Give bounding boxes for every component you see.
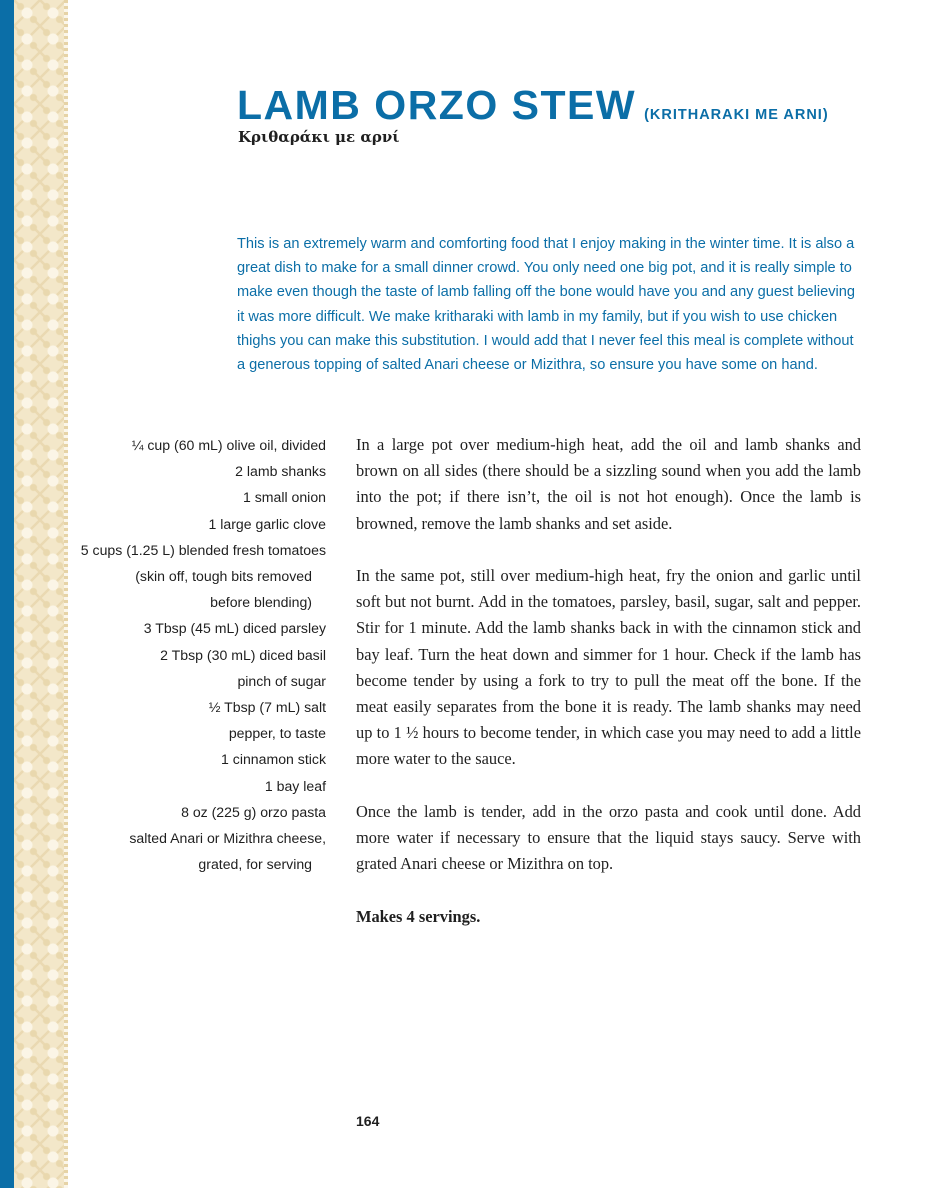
ingredient-item: (skin off, tough bits removed <box>135 568 312 585</box>
recipe-title <box>237 82 877 129</box>
ingredient-item: 5 cups (1.25 L) blended fresh tomatoes <box>80 541 326 558</box>
left-border-lace-edge <box>64 0 68 1188</box>
method-step: Once the lamb is tender, add in the orzo pasta and cook until done. Add more water if necessary to ensure that the liquid stays saucy. Serve with grated Anari cheese or Mizithra on top. <box>356 801 861 874</box>
ingredient-item: 2 Tbsp (30 mL) diced basil <box>160 646 326 663</box>
ingredient-item: pepper, to taste <box>228 725 326 742</box>
recipe-title-subtitle: (KRITHARAKI ME ARNI) <box>644 107 829 123</box>
page-number: 164 <box>356 1113 380 1129</box>
ingredient-item: 3 Tbsp (45 mL) diced parsley <box>143 620 326 637</box>
left-border-blue-stripe <box>0 0 14 1188</box>
ingredient-item: 2 lamb shanks <box>235 463 326 480</box>
ingredient-item: 1 large garlic clove <box>208 515 326 532</box>
intro-paragraph: This is an extremely warm and comforting food that I enjoy making in the winter time. It is also a great dish to make for a small dinner crowd. You only need one big pot, and it is really simple to make even though the taste of lamb falling off the bone would have you and any guest believing it was more difficult. We make kritharaki with lamb in my family, but if you wish to use chicken thighs you can make this substitution. I would add that I never feel this meal is complete without a generous topping of salted Anari cheese or Mizithra, so ensure you have some on hand. <box>237 236 855 374</box>
recipe-yield: Makes 4 servings. <box>356 906 481 926</box>
method-section <box>356 432 861 956</box>
ingredient-item: pinch of sugar <box>237 672 326 689</box>
method-step: In a large pot over medium-high heat, add the oil and lamb shanks and brown on all sides (there should be a sizzling sound when you add the lamb into the pot; if there isn’t, the oil is not hot enough). Once the lamb is browned, remove the lamb shanks and set aside. <box>356 435 861 533</box>
ingredient-item: 1 bay leaf <box>264 777 326 794</box>
ingredient-item: salted Anari or Mizithra cheese, <box>129 830 326 847</box>
ingredient-item: ½ Tbsp (7 mL) salt <box>208 699 326 716</box>
ingredient-item: before blending) <box>210 594 312 611</box>
ingredient-item: 1 small onion <box>242 489 326 506</box>
recipe-title-greek: Κριθαράκι με αρνί <box>238 128 400 146</box>
ingredient-item: 1 cinnamon stick <box>221 751 326 768</box>
recipe-title-main: LAMB ORZO STEW <box>237 82 637 128</box>
ingredient-item: ¼ cup (60 mL) olive oil, divided <box>131 437 326 453</box>
left-border-lace-pattern <box>14 0 66 1188</box>
ingredient-item: grated, for serving <box>198 856 312 873</box>
method-step: In the same pot, still over medium-high heat, fry the onion and garlic until soft but not burnt. Add in the tomatoes, parsley, basil, sugar, salt and pepper. Stir for 1 minute. Add the lamb shanks back in with the cinnamon stick and bay leaf. Turn the heat down and simmer for 1 hour. Check if the lamb has become tender by using a fork to try to pull the meat off the bone. If the meat easily separates from the bone it is ready. The lamb shanks may need up to 1 ½ hours to become tender, in which case you may need to add a little more water to the sauce. <box>356 566 861 769</box>
ingredient-item: 8 oz (225 g) orzo pasta <box>181 803 326 820</box>
ingredients-list <box>70 432 326 877</box>
